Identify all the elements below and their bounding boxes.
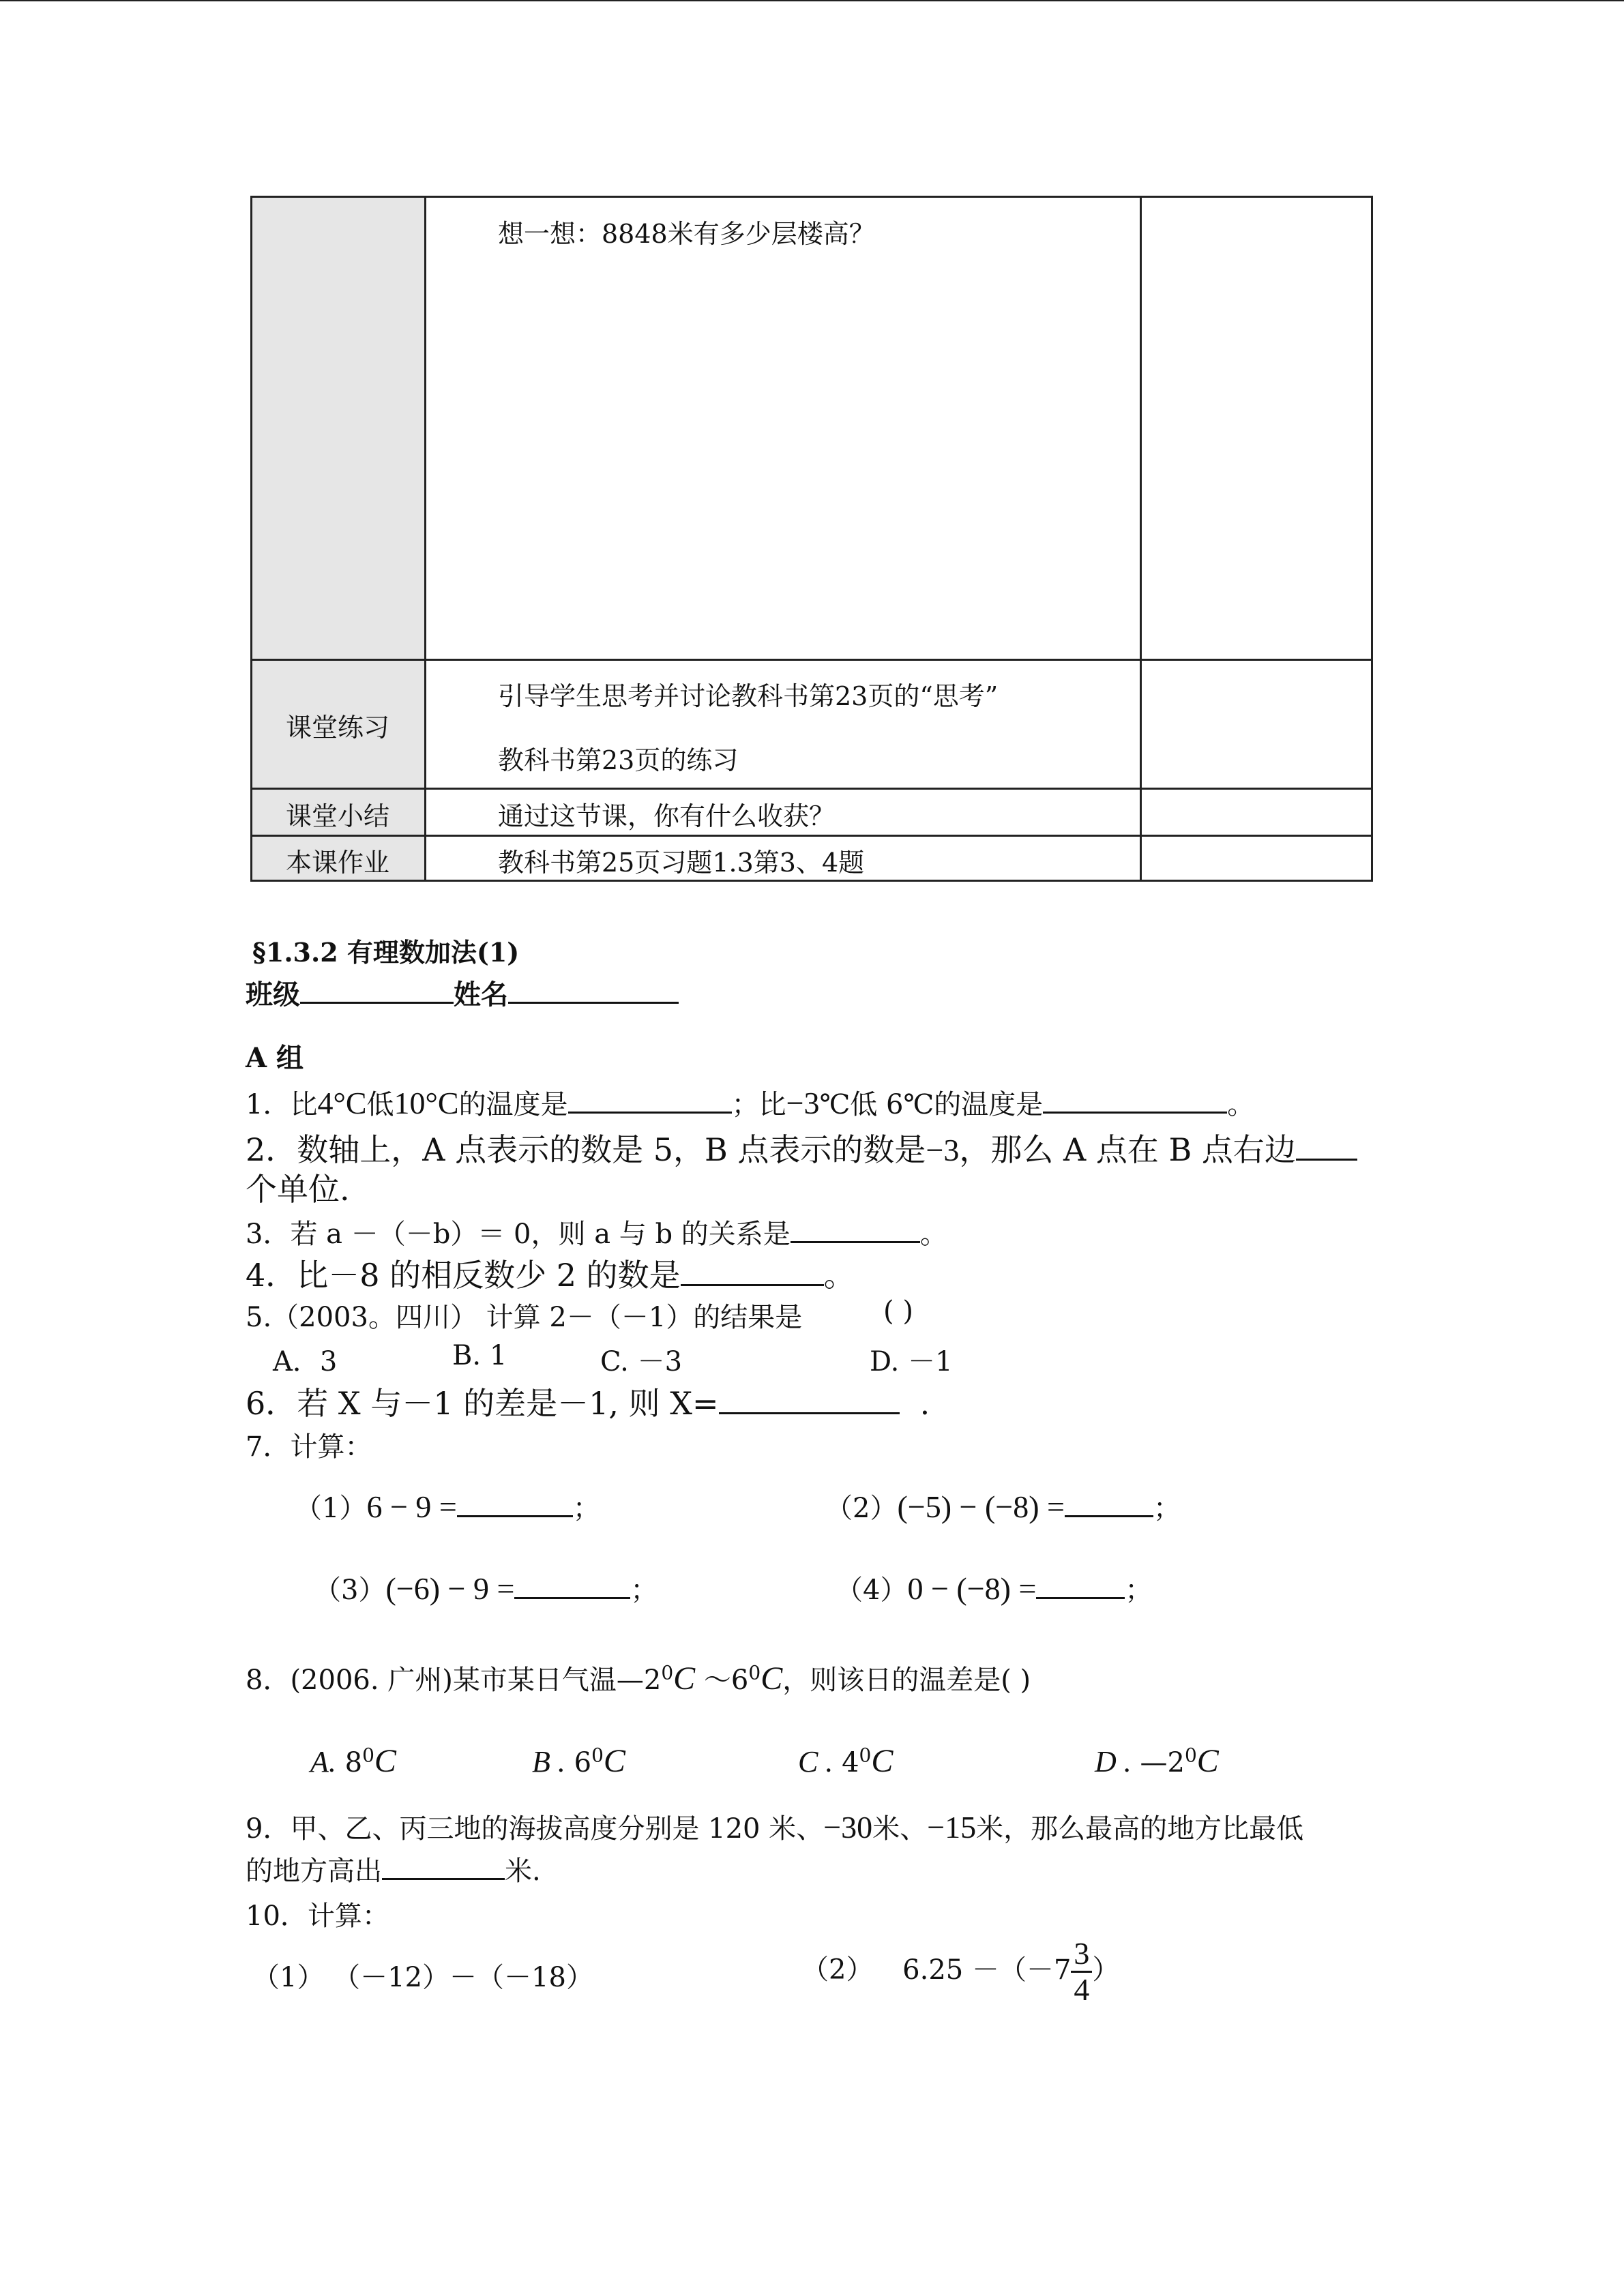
q7-p2-blank[interactable] bbox=[1065, 1491, 1153, 1517]
q1-text-a: 1．比 bbox=[246, 1089, 318, 1120]
q1-text-e: 的温度是 bbox=[458, 1089, 568, 1120]
q6-text: 6．若 X 与－1 的差是－1, 则 X= bbox=[246, 1385, 719, 1422]
question-2-line-1 bbox=[246, 1125, 1357, 1170]
q1-text-f: ；比 bbox=[731, 1089, 786, 1120]
q7-part-3 bbox=[314, 1568, 658, 1607]
class-name-line bbox=[246, 973, 679, 1012]
q8-option-b[interactable] bbox=[532, 1742, 625, 1780]
q10-denominator: 4 bbox=[1074, 1972, 1090, 2007]
q8-option-c[interactable] bbox=[798, 1742, 893, 1780]
q1-temp-1: 4°C bbox=[317, 1086, 367, 1120]
q2-neg: −3 bbox=[926, 1133, 960, 1167]
q1-blank-2[interactable] bbox=[1043, 1087, 1227, 1114]
q5-option-d[interactable]: D. －1 bbox=[870, 1346, 953, 1377]
q1-temp-2: 10°C bbox=[394, 1086, 459, 1120]
q7-p1-sep: ； bbox=[572, 1493, 600, 1524]
q8-opt-b-unit: C bbox=[603, 1743, 625, 1779]
q7-p2-sep: ； bbox=[1153, 1493, 1181, 1524]
name-blank[interactable] bbox=[508, 977, 679, 1004]
question-5-paren: ( ) bbox=[883, 1296, 913, 1327]
q5-option-b[interactable]: B. 1 bbox=[452, 1340, 507, 1371]
think-prompt: 想一想：8848米有多少层楼高？ bbox=[498, 219, 875, 249]
q5-option-a[interactable]: A．3 bbox=[273, 1346, 338, 1377]
q8-opt-a-letter: A. bbox=[310, 1745, 336, 1778]
question-1 bbox=[246, 1083, 1254, 1122]
q8-text-a: 8．(2006. 广州)某市某日气温—2 bbox=[246, 1665, 662, 1696]
q8-unit-1: C bbox=[673, 1660, 696, 1697]
q7-p2-label: （2） bbox=[825, 1493, 898, 1524]
q1-neg: −3 bbox=[786, 1086, 820, 1120]
q10-p2-end: ） bbox=[1092, 1954, 1120, 1986]
q9-text-a: 9．甲、乙、丙三地的海拔高度分别是 120 米、 bbox=[246, 1813, 824, 1845]
q7-p3-label: （3） bbox=[314, 1575, 386, 1606]
q8-opt-c-letter: C . bbox=[798, 1745, 833, 1778]
question-4 bbox=[246, 1251, 855, 1296]
q4-end: 。 bbox=[823, 1257, 855, 1294]
q7-p4-blank[interactable] bbox=[1036, 1572, 1125, 1599]
q8-opt-c-sup: 0 bbox=[859, 1744, 872, 1767]
q8-sup-1: 0 bbox=[661, 1661, 674, 1684]
q8-option-d[interactable] bbox=[1095, 1742, 1219, 1780]
q2-text-1: 2．数轴上，A 点表示的数是 5，B 点表示的数是 bbox=[246, 1131, 926, 1168]
q7-part-4 bbox=[836, 1568, 1152, 1607]
q9-text-b: 米、 bbox=[872, 1813, 928, 1845]
q10-fraction bbox=[1071, 1937, 1092, 2007]
table-note-cell bbox=[1140, 835, 1373, 882]
q8-opt-a-unit: C bbox=[374, 1743, 396, 1779]
q8-tilde: ～6 bbox=[695, 1665, 749, 1696]
q10-p2-label: （2） bbox=[801, 1954, 874, 1986]
q7-p1-expr: 6 − 9 = bbox=[366, 1489, 457, 1524]
q9-n1: −30 bbox=[823, 1810, 873, 1845]
q2-text-1b: ，那么 A 点在 B 点右边 bbox=[959, 1131, 1296, 1168]
homework-line: 教科书第25页习题1.3第3、4题 bbox=[498, 848, 865, 878]
table-note-cell bbox=[1140, 788, 1373, 837]
q7-p3-expr: (−6) − 9 = bbox=[385, 1571, 515, 1606]
row-label-summary: 课堂小结 bbox=[285, 801, 389, 831]
q8-opt-c-val: 4 bbox=[842, 1747, 859, 1778]
q2-blank[interactable] bbox=[1296, 1134, 1357, 1161]
question-5-stem: 5.（2003。四川） 计算 2－（－1）的结果是 bbox=[246, 1302, 803, 1333]
q9-text-e: 米. bbox=[505, 1855, 541, 1887]
practice-line-2: 教科书第23页的练习 bbox=[498, 745, 739, 775]
q10-part-1: （1） （－12）－（－18） bbox=[252, 1962, 593, 1993]
question-7-stem: 7．计算： bbox=[246, 1431, 372, 1463]
section-title: §1.3.2 有理数加法(1) bbox=[252, 937, 520, 968]
question-8 bbox=[246, 1658, 1031, 1697]
q1-text-i: 。 bbox=[1227, 1089, 1255, 1120]
question-10-stem: 10．计算： bbox=[246, 1900, 389, 1932]
q8-opt-b-sup: 0 bbox=[591, 1744, 604, 1767]
question-3 bbox=[246, 1212, 947, 1251]
question-2-line-2: 个单位. bbox=[246, 1171, 350, 1208]
q8-opt-c-unit: C bbox=[871, 1743, 894, 1779]
q8-sup-2: 0 bbox=[748, 1661, 761, 1684]
q10-part-2 bbox=[801, 1937, 1119, 2007]
q8-opt-d-letter: D . bbox=[1095, 1745, 1132, 1778]
q3-end: 。 bbox=[919, 1219, 947, 1250]
q8-opt-a-sup: 0 bbox=[362, 1744, 374, 1767]
row-label-homework: 本课作业 bbox=[285, 848, 389, 878]
q7-p4-sep: ； bbox=[1125, 1575, 1153, 1606]
q8-opt-d-sup: 0 bbox=[1184, 1744, 1197, 1767]
q6-blank[interactable] bbox=[719, 1388, 900, 1414]
q1-text-h: ℃低 6℃的温度是 bbox=[819, 1089, 1044, 1120]
practice-line-1: 引导学生思考并讨论教科书第23页的“思考” bbox=[498, 681, 999, 711]
q7-p3-blank[interactable] bbox=[514, 1572, 630, 1599]
q9-text-c: 米，那么最高的地方比最低 bbox=[976, 1813, 1304, 1845]
q8-text-b: ，则该日的温差是( ) bbox=[782, 1665, 1031, 1696]
q10-numerator: 3 bbox=[1071, 1937, 1092, 1973]
q9-text-d: 的地方高出 bbox=[246, 1855, 382, 1887]
row-label-practice: 课堂练习 bbox=[285, 713, 389, 743]
group-label: A 组 bbox=[246, 1042, 304, 1074]
q8-unit-2: C bbox=[761, 1660, 783, 1697]
q9-blank[interactable] bbox=[382, 1853, 505, 1880]
q8-option-a[interactable] bbox=[310, 1742, 396, 1780]
q10-p2-text: 6.25 －（－7 bbox=[902, 1954, 1072, 1986]
summary-line: 通过这节课，你有什么收获？ bbox=[498, 801, 836, 831]
q7-p1-blank[interactable] bbox=[457, 1491, 573, 1517]
q1-text-c: 低 bbox=[366, 1089, 394, 1120]
q4-blank[interactable] bbox=[681, 1259, 824, 1286]
q8-opt-d-unit: C bbox=[1196, 1743, 1219, 1779]
q8-opt-a-val: 8 bbox=[344, 1747, 363, 1778]
q7-part-1 bbox=[295, 1487, 600, 1525]
q3-text: 3．若 a －（－b）＝ 0，则 a 与 b 的关系是 bbox=[246, 1219, 791, 1250]
q7-p3-sep: ； bbox=[630, 1575, 658, 1606]
question-6 bbox=[246, 1379, 930, 1424]
table-label-cell-empty bbox=[250, 196, 426, 661]
q7-p1-label: （1） bbox=[295, 1493, 367, 1524]
q8-opt-b-letter: B . bbox=[532, 1745, 565, 1778]
table-content-cell-think bbox=[424, 196, 1142, 661]
q8-opt-d-val: —2 bbox=[1140, 1747, 1185, 1778]
class-label: 班级 bbox=[246, 979, 300, 1011]
class-blank[interactable] bbox=[300, 977, 454, 1004]
q1-blank-1[interactable] bbox=[568, 1087, 732, 1114]
question-9-line-1 bbox=[246, 1807, 1303, 1846]
q9-n2: −15 bbox=[927, 1810, 977, 1845]
q8-opt-b-val: 6 bbox=[574, 1747, 592, 1778]
q5-option-c[interactable]: C. －3 bbox=[600, 1346, 683, 1377]
q7-p2-expr: (−5) − (−8) = bbox=[897, 1489, 1065, 1524]
q4-text: 4．比－8 的相反数少 2 的数是 bbox=[246, 1257, 681, 1294]
q7-p4-label: （4） bbox=[836, 1575, 908, 1606]
q6-end: . bbox=[919, 1385, 930, 1422]
q7-p4-expr: 0 − (−8) = bbox=[907, 1571, 1037, 1606]
table-note-cell bbox=[1140, 659, 1373, 790]
page-top-rule bbox=[0, 0, 1624, 1]
question-9-line-2 bbox=[246, 1849, 541, 1888]
q3-blank[interactable] bbox=[791, 1217, 920, 1243]
q7-part-2 bbox=[825, 1487, 1181, 1525]
table-note-cell bbox=[1140, 196, 1373, 661]
name-label: 姓名 bbox=[454, 979, 508, 1011]
